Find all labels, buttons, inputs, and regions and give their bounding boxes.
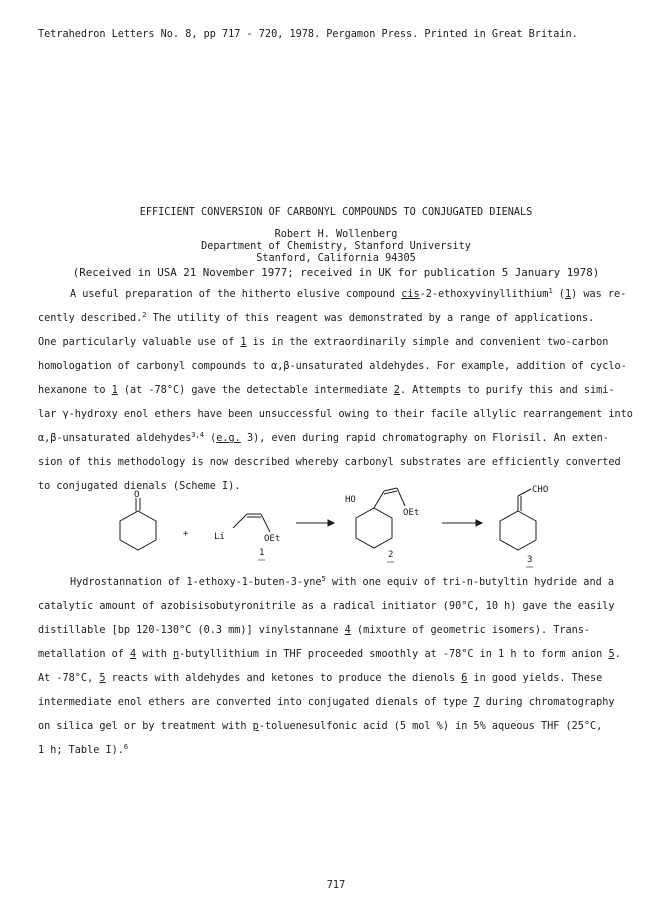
paragraph-1-line-5: hexanone to 1 (at -78°C) gave the detectable intermediate 2. Attempts to purify this and simi-	[38, 385, 615, 396]
journal-header: Tetrahedron Letters No. 8, pp 717 - 720, 1978. Pergamon Press. Printed in Great Britain.	[38, 29, 578, 40]
paragraph-1-line-1: A useful preparation of the hitherto elusive compound cis-2-ethoxyvinyllithium$^1$ (1) was re-	[70, 287, 627, 300]
affiliation-location: Stanford, California 94305	[256, 253, 416, 264]
scheme-oet-label-2: OEt	[403, 508, 420, 518]
scheme-plus-sign: +	[183, 529, 189, 539]
cyclohexanone-ring	[120, 511, 156, 550]
paragraph-1-line-8: sion of this methodology is now described whereby carbonyl substrates are efficiently converted	[38, 457, 621, 468]
scheme-cho-label: CHO	[532, 485, 549, 495]
compound-number-2: 2	[388, 550, 394, 560]
paragraph-1-line-4: homologation of carbonyl compounds to α,β-unsaturated aldehydes. For example, addition of cyclo-	[38, 361, 627, 372]
scheme-li-label: Li	[214, 532, 225, 542]
author-name: Robert H. Wollenberg	[274, 229, 398, 240]
page-number: 717	[326, 880, 346, 891]
paragraph-2-line-1: Hydrostannation of 1-ethoxy-1-buten-3-yne$^5$ with one equiv of tri-n-butyltin hydride and a	[70, 575, 614, 588]
paragraph-2-line-8: 1 h; Table I).$^6$	[38, 743, 129, 756]
paragraph-1-line-3: One particularly valuable use of 1 is in the extraordinarily simple and convenient two-carbon	[38, 337, 609, 348]
paragraph-2-line-4: metallation of 4 with n-butyllithium in THF proceeded smoothly at -78°C in 1 h to form anion 5.	[38, 649, 621, 660]
paragraph-1-line-7: α,β-unsaturated aldehydes$^{3,4}$ (e.g. 3), even during rapid chromatography on Florisil. An exten-	[38, 431, 609, 444]
compound-number-3: 3	[527, 555, 533, 565]
paragraph-2-line-7: on silica gel or by treatment with p-toluenesulfonic acid (5 mol %) in 5% aqueous THF (25°C,	[38, 721, 603, 732]
received-dates: (Received in USA 21 November 1977; received in UK for publication 5 January 1978)	[72, 266, 600, 279]
intermediate-2-ring	[356, 508, 392, 548]
scheme-ho-label: HO	[345, 495, 356, 505]
paragraph-2-line-5: At -78°C, 5 reacts with aldehydes and ketones to produce the dienols 6 in good yields. These	[38, 673, 603, 684]
compound-number-1: 1	[259, 548, 265, 558]
paragraph-2-line-3: distillable [bp 120-130°C (0.3 mm)] vinylstannane 4 (mixture of geometric isomers). Trans-	[38, 625, 591, 636]
scheme-oxygen-label: O	[134, 490, 140, 500]
scheme-oet-label-1: OEt	[264, 534, 281, 544]
paragraph-1-line-9: to conjugated dienals (Scheme I).	[38, 481, 241, 492]
paragraph-1-line-6: lar γ-hydroxy enol ethers have been unsuccessful owing to their facile allylic rearrangement into	[38, 409, 633, 420]
aldehyde-3-ring	[500, 511, 536, 550]
paragraph-2-line-6: intermediate enol ethers are converted into conjugated dienals of type 7 during chromatography	[38, 697, 615, 708]
vinyllithium-bond-2	[261, 514, 270, 532]
paragraph-2-line-2: catalytic amount of azobisisobutyronitrile as a radical initiator (90°C, 10 h) gave the easily	[38, 601, 615, 612]
article-title: EFFICIENT CONVERSION OF CARBONYL COMPOUNDS TO CONJUGATED DIENALS	[139, 207, 533, 218]
vinyllithium-bond-1	[233, 514, 247, 528]
affiliation-department: Department of Chemistry, Stanford University	[201, 241, 471, 252]
paragraph-1-line-2: cently described.$^2$ The utility of this reagent was demonstrated by a range of applications.	[38, 311, 595, 324]
